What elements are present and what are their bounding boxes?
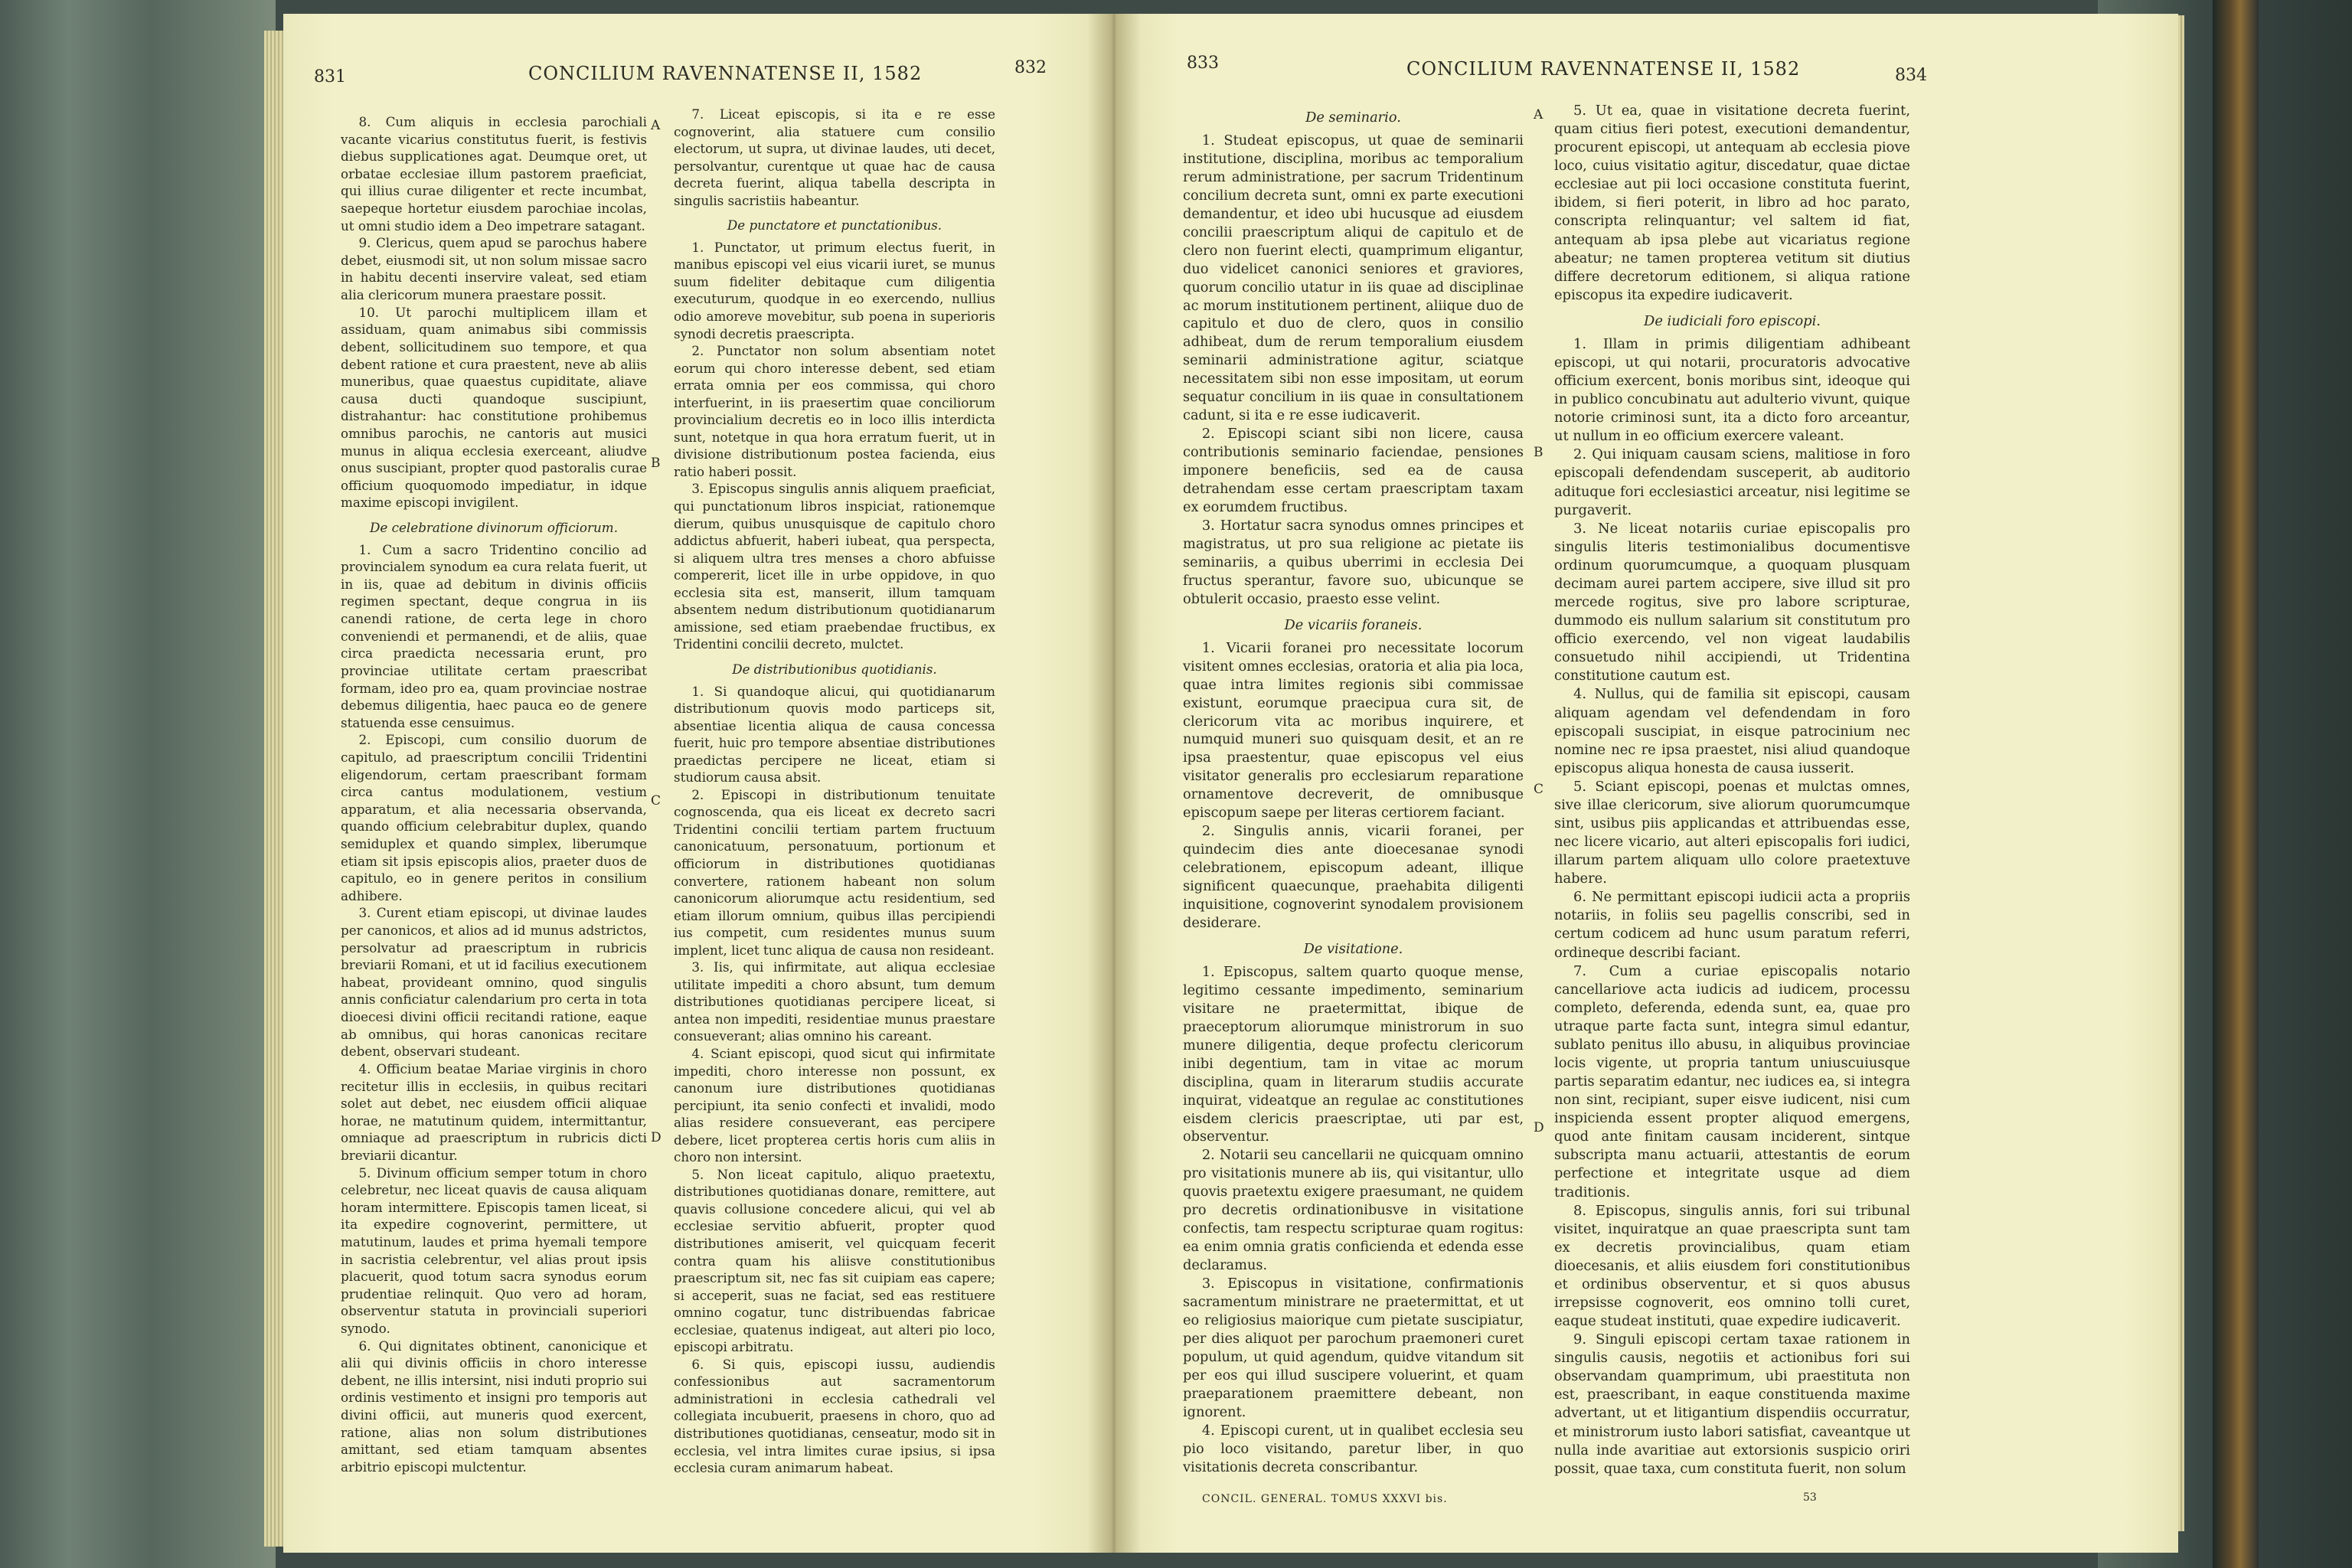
- page-number-831: 831: [314, 67, 346, 87]
- line-marker-d: D: [1534, 1120, 1544, 1135]
- paragraph: 2. Notarii seu cancellarii ne quicquam omnino pro visitationis munere ab iis, qui visitantur, ullo quovis praetextu exigere praesumant, ne quidem pro decretis ordinationibusve in visitatione confectis, tam respectu scripturae quam rogitus: ea enim omnia gratis conficienda et edenda esse declaramus.: [1183, 1148, 1524, 1274]
- paragraph: 1. Cum a sacro Tridentino concilio ad provincialem synodum ea cura relata fuerit, ut in iis, quae ad debitum in divinis officiis regimen spectant, deque congrua in iis canendi ratione, de certa lege in choro conveniendi et permanendi, et de aliis, quae circa praedicta necessaria erunt, pro provinciae utilitate certam praescribat formam, ideo pro ea, quam provinciae nostrae debemus diligentia, haec pauca eo de genere statuenda esse censuimus.: [341, 541, 647, 730]
- line-marker-c: C: [651, 793, 662, 808]
- paragraph: 3. Iis, qui infirmitate, aut aliqua ecclesiae utilitate impediti a choro absunt, tum demum distributiones quotidianas percipere liceat, si antea non impediti, residentiae munus praestare consueverant; alias omnino his careant.: [674, 959, 995, 1044]
- paragraph: 8. Cum aliquis in ecclesia parochiali vacante vicarius constitutus fuerit, is festivis diebus supplicationes agat. Deumque oret, ut orbatae ecclesiae illum pastorem praeficiat, qui illius curae diligenter et recte incumbat, saepeque hortetur eiusdem parochiae incolas, ut omni studio idem a Deo impetrare satagant.: [341, 114, 647, 234]
- paragraph: 1. Studeat episcopus, ut quae de seminarii institutione, disciplina, moribus ac temporalium rerum administratione, per sacrum Tridentinum concilium decreta sunt, omni ex parte executioni demandentur, et ideo ubi hucusque ad eiusdem concilii praescriptum aliqui de capitulo et de clero non fuerint electi, quamprimum eligantur, duo videlicet canonici seniores et graviores, quorum concilio utatur in iis quae ad disciplinae ac morum institutionem pertinent, aliique duo de capitulo et duo de clero, quos in consilio adhibeat, dum de rerum temporalium eiusdem seminarii administratione agitur, sciatque necessitatem sibi non esse impositam, ut eorum sequatur concilium in iis quae in consultationem cadunt, si ita e re esse iudicaverit.: [1183, 132, 1524, 424]
- right-page: [1114, 14, 2178, 1553]
- paragraph: 5. Sciant episcopi, poenas et mulctas omnes, sive illae clericorum, sive aliorum quorumcumque sint, usibus piis applicandas et attribuendas esse, nec licere vicario, aut alteri episcopalis fori iudici, illarum partem aliquam ullo colore praetextuve habere.: [1554, 778, 1910, 887]
- paragraph: 4. Officium beatae Mariae virginis in choro recitetur illis in ecclesiis, in quibus recitari solet aut debet, nec eiusdem officii aliquae horae, ne matutinum quidem, intermittantur, omniaque ad praescriptum in rubricis dicti breviarii dicantur.: [341, 1060, 647, 1163]
- paragraph: 4. Nullus, qui de familia sit episcopi, causam aliquam agendam vel defendendam in foro episcopali suscipiat, in eisque patrocinium nec nomine nec re ipsa praestet, nisi aliud quandoque episcopus aliqua honesta de causa iusserit.: [1554, 686, 1910, 776]
- line-marker-b: B: [1534, 445, 1544, 460]
- section-heading: De distributionibus quotidianis.: [732, 661, 937, 677]
- page-number-833: 833: [1187, 54, 1219, 73]
- paragraph: 9. Singuli episcopi certam taxae rationem in singulis causis, negotiis et actionibus fori sui observandam quamprimum, ubi praestituta non est, praescribant, in eaque constituenda maxime advertant, ut et litigantium dispendiis occurratur, et ministrorum iusto labori satisfiat, caveantque ut nulla inde avaritiae aut extorsionis suspicio oriri possit, quae taxa, cum constituta fuerit, non solum: [1554, 1331, 1910, 1477]
- paragraph: 2. Episcopi, cum consilio duorum de capitulo, ad praescriptum concilii Tridentini eligendorum, certam praescribant formam circa cantus modulationem, vestium apparatum, et alia necessaria observanda, quando officium celebrabitur duplex, quando semiduplex et quando simplex, liberumque etiam sit ipsis episcopis alios, praeter duos de capitulo, eo in genere peritos in consilium adhibere.: [341, 732, 647, 903]
- line-marker-c: C: [1534, 782, 1544, 797]
- scan-background-left: [0, 0, 276, 1568]
- paragraph: 2. Episcopi in distributionum tenuitate cognoscenda, qua eis liceat ex decreto sacri Tridentini concilii tertiam partem fructuum canonicatuum, personatuum, portionum et officiorum in distributiones quotidianas convertere, rationem habeant non solum canonicorum aliorumque actu residentium, sed etiam illorum omnium, quibus illas percipiendi ius competit, cum residentes munus suum implent, licet tunc aliqua de causa non resideant.: [674, 786, 995, 958]
- paragraph: 4. Episcopi curent, ut in qualibet ecclesia seu pio loco visitando, paretur liber, in quo visitationis decreta conscribantur.: [1183, 1423, 1524, 1475]
- signature-mark: 53: [1803, 1491, 1817, 1504]
- right-page-column-1: [1183, 102, 1524, 1484]
- section-heading: De visitatione.: [1303, 941, 1403, 957]
- paragraph: 2. Singulis annis, vicarii foranei, per quindecim dies ante dioecesanae synodi celebrationem, episcopum adeant, illique significent quaecunque, praehabita diligenti inquisitione, cognoverint synodalem provisionem desiderare.: [1183, 824, 1524, 931]
- line-marker-b: B: [651, 456, 661, 471]
- page-number-834: 834: [1895, 66, 1927, 85]
- paragraph: 3. Episcopus singulis annis aliquem praeficiat, qui punctationum libros inspiciat, rationemque dierum, quibus unusquisque de capitulo choro addictus abfuerit, haberi iubeat, qua perspecta, si aliquem ultra tres menses a choro abfuisse compererit, licet ille in urbe oppidove, in quo ecclesia sita est, manserit, illum tamquam absentem nedum distributionum quotidianarum amissione, sed etiam praebendae fructibus, ex Tridentini concilii decreto, mulctet.: [674, 481, 995, 652]
- page-number-832: 832: [1014, 58, 1047, 77]
- paragraph: 7. Liceat episcopis, si ita e re esse cognoverint, alia statuere cum consilio electorum, ut supra, ut divinae laudes, uti decet, persolvantur, curentque ut quae hac de causa decreta fuerint, aliqua tabella descripta in singulis sacristiis habeantur.: [674, 106, 995, 208]
- line-marker-a: A: [651, 118, 661, 133]
- line-marker-a: A: [1534, 107, 1544, 122]
- paragraph: 8. Episcopus, singulis annis, fori sui tribunal visitet, inquiratque an quae praescripta sunt tam ex decretis provincialibus, quam etiam dioecesanis, et aliis eiusdem fori constitutionibus et ordinibus observentur, et si quos abusus irrepsisse cognoverit, eos omnino tolli curet, eaque studeat instituti, quae expedire iudicaverit.: [1554, 1202, 1910, 1330]
- paragraph: 3. Curent etiam episcopi, ut divinae laudes per canonicos, et alios ad id munus adstrictos, persolvatur ad praescriptum in rubricis breviarii Romani, et ut id facilius executionem habeat, provideant omnino, quod singulis annis conficiatur calendarium pro certa in tota dioecesi divini officii recitandi ratione, eaque ab omnibus, qui horas canonicas recitare debent, observari studeant.: [341, 905, 647, 1060]
- paragraph: 10. Ut parochi multiplicem illam et assiduam, quam animabus sibi commissis debent, sollicitudinem suo tempore, et qua debent ratione et cura praestent, neve ab aliis muneribus, quae quaestus cupiditate, aliave causa ducti quandoque suscipiunt, distrahantur: hac constitutione prohibemus omnibus parochis, ne cantoris aut musici munus in aliqua ecclesia exerceant, aliudve onus suscipiant, propter quod pastoralis curae officium quoquomodo impediatur, in idque maxime episcopi invigilent.: [341, 304, 647, 511]
- paragraph: 1. Punctator, ut primum electus fuerit, in manibus episcopi vel eius vicarii iuret, se munus suum fideliter debitaque cum diligentia executurum, quodque in eo exercendo, nullius odio amoreve movebitur, sub poena in superioris synodi decretis praescripta.: [674, 239, 995, 341]
- left-page-column-2: [674, 106, 995, 1484]
- volume-footer: CONCIL. GENERAL. TOMUS XXXVI bis.: [1202, 1493, 1448, 1505]
- paragraph: 2. Qui iniquam causam sciens, malitiose in foro episcopali defendendam susceperit, ab auditorio adituque fori ecclesiastici arceatur, nisi legitime se purgaverit.: [1554, 446, 1910, 518]
- paragraph: 1. Episcopus, saltem quarto quoque mense, legitimo cessante impedimento, seminarium visitare ne praetermittat, ibique de praeceptorum aliorumque ministrorum in suo munere diligentia, deque profectu clericorum inibi degentium, tam in vitae ac morum disciplina, quam in literarum studiis accurate inquirat, videatque an regulae ac constitutiones eisdem clericis praescriptae, uti par est, observentur.: [1183, 964, 1524, 1145]
- paragraph: 2. Episcopi sciant sibi non licere, causa contributionis seminario faciendae, pensiones imponere beneficiis, sed ea de causa detrahendam esse certam praescriptam taxam ex eorumdem fructibus.: [1183, 426, 1524, 516]
- paragraph: 9. Clericus, quem apud se parochus habere debet, eiusmodi sit, ut non solum missae sacro in habitu decenti inservire valeat, sed etiam alia clericorum munera praestare possit.: [341, 235, 647, 303]
- section-heading: De iudiciali foro episcopi.: [1644, 312, 1821, 329]
- paragraph: 6. Qui dignitates obtinent, canonicique et alii qui divinis officiis in choro interesse debent, ne illis intersint, nisi induti proprio sui ordinis vestimento et insigni pro temporis aut divini officii, aut muneris quod exercent, ratione, alias non solum distributiones amittant, sed etiam tamquam absentes arbitrio episcopi mulctentur.: [341, 1338, 647, 1475]
- paragraph: 6. Ne permittant episcopi iudicii acta a propriis notariis, in foliis seu pagellis conscribi, sed in certum codicem ad hunc usum paratum referri, ordineque describi faciant.: [1554, 889, 1910, 961]
- paragraph: 1. Illam in primis diligentiam adhibeant episcopi, ut qui notarii, procuratoris advocative officium exercent, bonis moribus sint, ideoque qui in publico concubinatu aut adulterio vivunt, quique notorie criminosi sunt, ita a dicto foro arceantur, ut nullum in eo officium exercere valeant.: [1554, 335, 1910, 445]
- paragraph: 1. Vicarii foranei pro necessitate locorum visitent omnes ecclesias, oratoria et alia pia loca, quae intra limites regionis sibi commissae existunt, eorumque praecipua cura sit, de clericorum vita ac moribus inquirere, et numquid muneri suo quisquam desit, et an re ipsa praestentur, quae episcopus vel eius visitator generalis pro ecclesiarum reparatione ornamentove decreverit, de omnibusque episcopum saepe per literas certiorem faciant.: [1183, 640, 1524, 822]
- paragraph: 6. Si quis, episcopi iussu, audiendis confessionibus aut sacramentorum administrationi in ecclesia cathedrali vel collegiata incubuerit, praesens in choro, quo ad distributiones quotidianas, censeatur, modo sit in ecclesia, vel intra limites curae ipsius, si ipsa ecclesia curam animarum habeat.: [674, 1356, 995, 1476]
- paragraph: 2. Punctator non solum absentiam notet eorum qui choro interesse debent, sed etiam errata omnia per eos commissa, qui choro interfuerint, in iis praesertim quae conciliorum provincialium decretis eo in loco illis interdicta sunt, notetque in qua hora erratum fuerit, ut in divisione distributionum postea facienda, eius ratio haberi possit.: [674, 343, 995, 479]
- section-heading: De vicariis foraneis.: [1284, 617, 1423, 633]
- book-cover-edge: [2213, 0, 2259, 1568]
- paragraph: 7. Cum a curiae episcopalis notario cancellariove acta iudicis ad iudicem, processu completo, deferenda, edenda sunt, ea, quae pro utraque parte facta sunt, integra simul edantur, sublato penitus illo abusu, in aliquibus provinciae locis vigente, ut propria tantum uniuscuiusque partis separatim edantur, nec iudices ea, si integra non sint, recipiant, super eisve iudicent, nisi cum inspicienda essent propter aliquod emergens, quod ante finitam causam inciderent, sintque subscripta manu actuarii, attestantis de eorum perfectione et integritate usque ad diem traditionis.: [1554, 962, 1910, 1200]
- left-page: [283, 14, 1114, 1553]
- section-heading: De celebratione divinorum officiorum.: [369, 520, 619, 536]
- section-heading: De punctatore et punctationibus.: [727, 217, 942, 234]
- running-head-right: CONCILIUM RAVENNATENSE II, 1582: [1406, 58, 1801, 80]
- line-marker-d: D: [651, 1130, 662, 1145]
- paragraph: 3. Hortatur sacra synodus omnes principes et magistratus, ut pro sua religione ac pietate iis seminariis, a quibus uberrimi in ecclesia Dei fructus sperantur, favore suo, ubicunque se obtulerit occasio, praesto esse velint.: [1183, 518, 1524, 607]
- paragraph: 3. Ne liceat notariis curiae episcopalis pro singulis literis testimonialibus documentisve ordinum quorumcumque, a quoquam plusquam decimam aurei partem accipere, sive illud sit pro mercede rogitus, sive pro labore scripturae, dummodo eis nullum salarium sit constitutum pro officio exercendo, vel non vigeat laudabilis consuetudo nihil accipiendi, ut Tridentina constitutione cautum est.: [1554, 520, 1910, 684]
- right-page-column-2: [1554, 102, 1910, 1484]
- paragraph: 5. Ut ea, quae in visitatione decreta fuerint, quam citius fieri potest, executioni demandentur, procurent episcopi, ut antequam ab ecclesia piove loco, cuius visitatio agitur, discedatur, quae dictae ecclesiae aut pii loci occasione constituta fuerint, ibidem, si fieri poterit, in libro ad hoc parato, conscripta relinquantur; vel saltem id fiat, antequam ab ipsa plebe aut vicariatus regione abeatur; ne tamen propterea vetitum sit diutius differe decretorum editionem, si aliqua ratione episcopus ita expedire iudicaverit.: [1554, 103, 1910, 303]
- paragraph: 1. Si quandoque alicui, qui quotidianarum distributionum quovis modo particeps sit, absentiae licentia aliqua de causa concessa fuerit, huic pro tempore absentiae distributiones praedictas percipere ne liceat, etiam si studiorum causa absit.: [674, 683, 995, 786]
- paragraph: 5. Divinum officium semper totum in choro celebretur, nec liceat quavis de causa aliquam horam intermittere. Episcopis tamen liceat, si ita expedire cognoverint, permittere, ut matutinum, laudes et prima hyemali tempore in sacristia celebrentur, vel alias prout ipsis placuerit, quod totum sacra synodus eorum prudentiae relinquit. Quo vero ad horam, observentur statuta in provinciali superiori synodo.: [341, 1165, 647, 1337]
- left-page-column-1: [341, 113, 647, 1484]
- paragraph: 5. Non liceat capitulo, aliquo praetextu, distributiones quotidianas donare, remittere, aut quavis collusione concedere alicui, qui vel ab ecclesiae servitio abfuerit, propter quod distributiones amiserit, vel quicquam fecerit contra quam his aliisve constitutionibus praescriptum sit, nec fas sit cuipiam eas capere; si acceperit, suas ne faciat, sed eas restituere omnino cogatur, tunc distribuendas fabricae ecclesiae, quatenus indigeat, aut alteri pio loco, episcopi arbitratu.: [674, 1166, 995, 1355]
- section-heading: De seminario.: [1305, 110, 1401, 126]
- paragraph: 3. Episcopus in visitatione, confirmationis sacramentum ministrare ne praetermittat, et ut eo religiosius maiorique cum pietate suscipiatur, per dies aliquot per parochum praemoneri curet populum, ut quid agendum, quidve vitandum sit per eos qui illud suscipere voluerint, et quam praeparationem praemittere debeant, non ignorent.: [1183, 1276, 1524, 1420]
- running-head-left: CONCILIUM RAVENNATENSE II, 1582: [528, 63, 923, 84]
- paragraph: 4. Sciant episcopi, quod sicut qui infirmitate impediti, choro interesse non possunt, ex canonum iure distributiones quotidianas percipiunt, ita senio confecti et invalidi, modo alias residere consueverant, eas percipere debere, licet propterea certis horis cum aliis in choro non intersint.: [674, 1045, 995, 1165]
- book-gutter: [1087, 14, 1141, 1553]
